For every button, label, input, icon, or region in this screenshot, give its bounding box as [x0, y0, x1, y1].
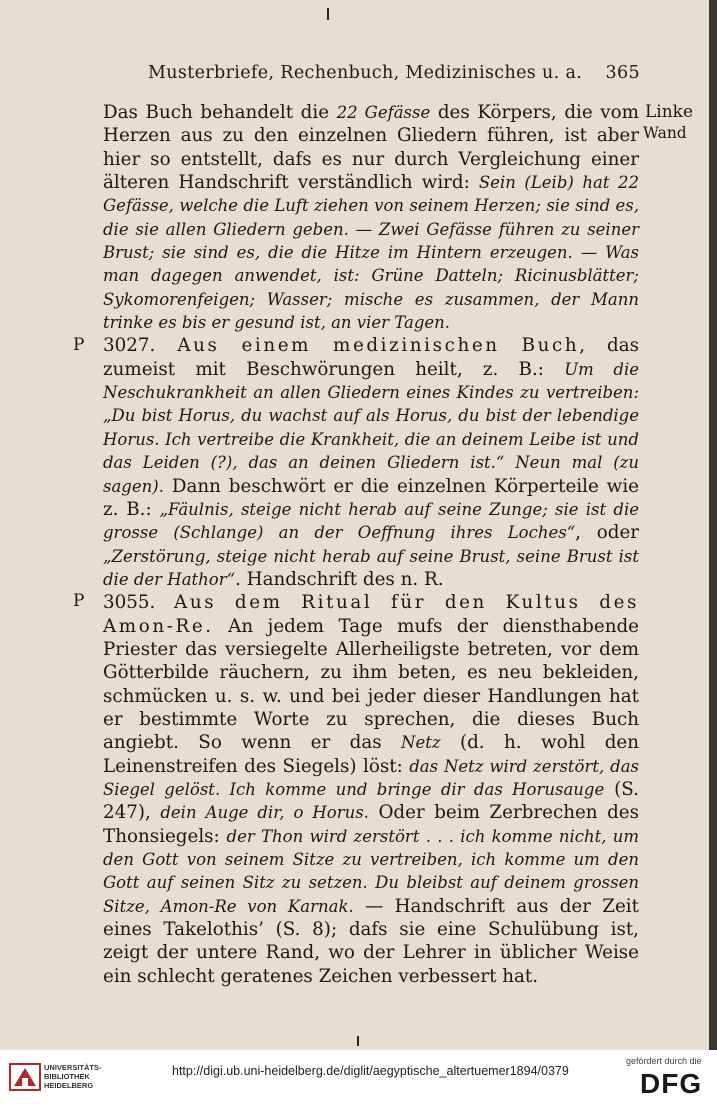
- paragraph-3055: 3055. Aus dem Ritual für den Kultus des Amon-Re. An jedem Tage mufs der diensthabende Priester das versiegelte Allerheiligste betreten, vor dem Götterbilde räuchern, zu ihm beten, es neu bekleiden, schmücken u. s. w. und bei jeder dieser Handlungen hat er bestimmte Worte zu sprechen, die dieses Buch angiebt. So wenn er das Netz (d. h. wohl den Leinenstreifen des Siegels) löst: das Netz wird zerstört, das Siegel gelöst. Ich komme und bringe dir das Horusauge (S. 247), dein Auge dir, o Horus. Oder beim Zerbrechen des Thonsiegels: der Thon wird zerstört . . . ich komme nicht, um den Gott von seinem Sitze zu vertreiben, ich komme um den Gott auf seinen Sitz zu setzen. Du bleibst auf deinem grossen Sitze, Amon-Re von Karnak. — Handschrift aus der Zeit eines Takelothis’ (S. 8); dafs sie eine Schulübung ist, zeigt der untere Rand, wo der Lehrer in üblicher Weise ein schlecht geratenes Zeichen verbessert hat.: [103, 592, 640, 987]
- entry-heading-3055: Aus dem Ritual für den Kultus des Amon-Re.: [103, 592, 639, 637]
- margin-note-p3027: P: [73, 335, 85, 355]
- library-name: UNIVERSITÄTS- BIBLIOTHEK HEIDELBERG: [44, 1063, 102, 1090]
- margin-note-wand: Wand: [643, 124, 687, 142]
- body-text: [103, 101, 639, 988]
- entry-number-3055: 3055.: [103, 592, 156, 614]
- running-title: Musterbriefe, Rechenbuch, Medizinisches u. a.: [148, 63, 583, 83]
- running-header: [148, 63, 640, 83]
- paragraph-3027: 3027. Aus einem medizinischen Buch, das zumeist mit Beschwörungen heilt, z. B.: Um die Neschukrankheit an allen Gliedern eines Kindes zu vertreiben: „Du bist Horus, du wachst auf als Horus, du bist der lebendige Horus. Ich vertreibe die Krankheit, die an deinem Leibe ist und das Leiden (?), das an deinen Gliedern ist.“ Neun mal (zu sagen). Dann beschwört er die einzelnen Körperteile wie z. B.: „Fäulnis, steige nicht herab auf seine Zunge; sie ist die grosse (Schlange) an der Oeffnung ihres Loches“, oder „Zerstörung, steige nicht herab auf seine Brust, seine Brust ist die der Hathor“. Handschrift des n. R.: [103, 335, 640, 590]
- bottom-mark: [357, 1036, 359, 1046]
- paragraph-gefaesse: Das Buch behandelt die 22 Gefässe des Körpers, die vom Herzen aus zu den einzelnen Gliedern führen, ist aber hier so entstellt, dafs es nur durch Vergleichung einer älteren Handschrift verständlich wird: Sein (Leib) hat 22 Gefässe, welche die Luft ziehen von seinem Herzen; sie sind es, die sie allen Gliedern geben. — Zwei Gefässe führen zu seiner Brust; sie sind es, die die Hitze im Hintern erzeugen. — Was man dagegen anwendet, ist: Grüne Datteln; Ricinusblätter; Sykomorenfeigen; Wasser; mische es zusammen, der Mann trinke es bis er gesund ist, an vier Tagen.: [103, 102, 639, 333]
- margin-note-p3055: P: [73, 591, 85, 611]
- funding-note: gefördert durch die: [626, 1056, 702, 1066]
- margin-note-linke: Linke: [645, 102, 694, 122]
- page-number: 365: [605, 63, 640, 83]
- entry-number-3027: 3027.: [103, 335, 156, 357]
- entry-heading-3027: Aus einem medizinischen Buch,: [155, 335, 588, 357]
- source-url-link[interactable]: http://digi.ub.uni-heidelberg.de/diglit/aegyptische_altertuemer1894/0379: [172, 1064, 569, 1078]
- top-mark: [327, 8, 329, 20]
- dfg-logo: DFG: [640, 1068, 703, 1099]
- page-edge-shadow: [709, 0, 717, 1050]
- library-logo-icon: [8, 1060, 42, 1094]
